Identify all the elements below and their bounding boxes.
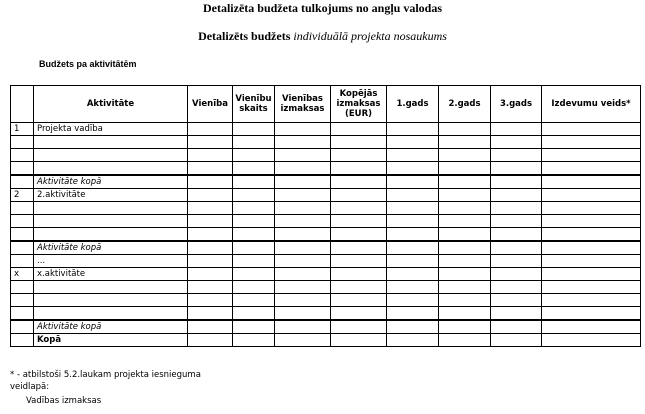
table-row — [11, 228, 641, 242]
value-cell — [439, 255, 491, 268]
value-cell — [188, 136, 233, 149]
subtitle-bold: Detalizēts budžets — [198, 29, 291, 43]
value-cell — [188, 149, 233, 162]
value-cell — [331, 189, 387, 202]
value-cell — [275, 294, 331, 307]
value-cell — [542, 149, 641, 162]
activity-cell — [34, 215, 188, 228]
value-cell — [233, 175, 275, 189]
value-cell — [491, 228, 542, 242]
activity-cell — [34, 228, 188, 242]
table-row — [11, 123, 641, 136]
row-number-cell: x — [11, 268, 34, 281]
value-cell — [387, 162, 439, 176]
value-cell — [331, 123, 387, 136]
value-cell — [275, 215, 331, 228]
value-cell — [491, 149, 542, 162]
row-number-cell — [11, 307, 34, 321]
value-cell — [331, 215, 387, 228]
value-cell — [233, 281, 275, 294]
value-cell — [233, 307, 275, 321]
value-cell — [387, 241, 439, 255]
value-cell — [439, 334, 491, 347]
table-row — [11, 320, 641, 334]
table-row — [11, 255, 641, 268]
table-row — [11, 136, 641, 149]
value-cell — [491, 281, 542, 294]
row-number-cell — [11, 228, 34, 242]
value-cell — [233, 255, 275, 268]
budget-table — [10, 85, 641, 347]
value-cell — [542, 281, 641, 294]
value-cell — [542, 334, 641, 347]
row-number-cell — [11, 241, 34, 255]
value-cell — [275, 320, 331, 334]
value-cell — [233, 268, 275, 281]
document-title: Detalizēta budžeta tulkojums no angļu valodas — [202, 1, 443, 15]
value-cell — [491, 241, 542, 255]
table-row — [11, 307, 641, 321]
value-cell — [233, 189, 275, 202]
value-cell — [491, 255, 542, 268]
value-cell — [491, 268, 542, 281]
value-cell — [491, 123, 542, 136]
table-row — [11, 268, 641, 281]
value-cell — [542, 268, 641, 281]
value-cell — [491, 175, 542, 189]
table-row — [11, 334, 641, 347]
value-cell — [233, 162, 275, 176]
value-cell — [275, 307, 331, 321]
activity-cell — [34, 281, 188, 294]
value-cell — [387, 228, 439, 242]
table-row — [11, 202, 641, 215]
value-cell — [188, 294, 233, 307]
value-cell — [439, 228, 491, 242]
value-cell — [387, 202, 439, 215]
footnote-line: Vadības izmaksas — [26, 396, 102, 406]
activity-cell: Aktivitāte kopā — [34, 241, 188, 255]
header-cell: 2.gads — [439, 86, 491, 123]
row-number-cell — [11, 149, 34, 162]
value-cell — [542, 123, 641, 136]
table-header-row — [11, 86, 641, 123]
activity-cell: Projekta vadība — [34, 123, 188, 136]
value-cell — [233, 136, 275, 149]
value-cell — [275, 228, 331, 242]
value-cell — [188, 228, 233, 242]
value-cell — [188, 320, 233, 334]
activity-cell: Aktivitāte kopā — [34, 175, 188, 189]
value-cell — [275, 334, 331, 347]
table-row — [11, 189, 641, 202]
row-number-cell — [11, 334, 34, 347]
value-cell — [275, 189, 331, 202]
value-cell — [387, 175, 439, 189]
row-number-cell — [11, 320, 34, 334]
value-cell — [188, 123, 233, 136]
value-cell — [188, 175, 233, 189]
value-cell — [331, 241, 387, 255]
value-cell — [275, 136, 331, 149]
value-cell — [387, 189, 439, 202]
value-cell — [387, 215, 439, 228]
value-cell — [439, 320, 491, 334]
value-cell — [233, 294, 275, 307]
row-number-cell — [11, 294, 34, 307]
value-cell — [491, 294, 542, 307]
value-cell — [331, 255, 387, 268]
activity-cell: Kopā — [34, 334, 188, 347]
header-cell: Vienību skaits — [233, 86, 275, 123]
table-row — [11, 175, 641, 189]
value-cell — [233, 202, 275, 215]
value-cell — [233, 228, 275, 242]
value-cell — [542, 320, 641, 334]
value-cell — [439, 162, 491, 176]
value-cell — [542, 255, 641, 268]
activity-cell — [34, 162, 188, 176]
header-cell: 1.gads — [387, 86, 439, 123]
value-cell — [233, 320, 275, 334]
row-number-cell: 1 — [11, 123, 34, 136]
activity-cell: x.aktivitāte — [34, 268, 188, 281]
value-cell — [439, 189, 491, 202]
value-cell — [387, 268, 439, 281]
value-cell — [491, 307, 542, 321]
activity-cell: Aktivitāte kopā — [34, 320, 188, 334]
section-title: Budžets pa aktivitātēm — [39, 59, 137, 69]
activity-cell: ... — [34, 255, 188, 268]
row-number-cell — [11, 162, 34, 176]
value-cell — [331, 162, 387, 176]
table-row — [11, 294, 641, 307]
value-cell — [188, 241, 233, 255]
value-cell — [331, 136, 387, 149]
value-cell — [491, 136, 542, 149]
activity-cell: 2.aktivitāte — [34, 189, 188, 202]
table-row — [11, 162, 641, 176]
header-cell — [11, 86, 34, 123]
value-cell — [439, 136, 491, 149]
header-cell: Vienība — [188, 86, 233, 123]
value-cell — [275, 268, 331, 281]
value-cell — [491, 189, 542, 202]
value-cell — [542, 202, 641, 215]
row-number-cell: 2 — [11, 189, 34, 202]
value-cell — [188, 281, 233, 294]
activity-cell — [34, 149, 188, 162]
value-cell — [542, 189, 641, 202]
value-cell — [331, 149, 387, 162]
value-cell — [387, 334, 439, 347]
value-cell — [439, 241, 491, 255]
value-cell — [188, 334, 233, 347]
table-row — [11, 149, 641, 162]
value-cell — [542, 241, 641, 255]
value-cell — [275, 202, 331, 215]
row-number-cell — [11, 255, 34, 268]
activity-cell — [34, 136, 188, 149]
value-cell — [542, 162, 641, 176]
value-cell — [331, 228, 387, 242]
value-cell — [188, 307, 233, 321]
document-subtitle — [0, 29, 645, 44]
value-cell — [542, 294, 641, 307]
value-cell — [387, 307, 439, 321]
row-number-cell — [11, 281, 34, 294]
header-cell: Kopējās izmaksas (EUR) — [331, 86, 387, 123]
value-cell — [233, 123, 275, 136]
value-cell — [331, 281, 387, 294]
value-cell — [188, 202, 233, 215]
value-cell — [439, 294, 491, 307]
value-cell — [387, 255, 439, 268]
footnote-line: veidlapā: — [10, 382, 50, 392]
value-cell — [439, 202, 491, 215]
value-cell — [331, 202, 387, 215]
row-number-cell — [11, 175, 34, 189]
value-cell — [233, 334, 275, 347]
value-cell — [439, 215, 491, 228]
value-cell — [387, 123, 439, 136]
value-cell — [387, 294, 439, 307]
value-cell — [275, 149, 331, 162]
value-cell — [387, 320, 439, 334]
value-cell — [491, 320, 542, 334]
value-cell — [542, 136, 641, 149]
value-cell — [491, 162, 542, 176]
value-cell — [439, 149, 491, 162]
value-cell — [491, 334, 542, 347]
value-cell — [331, 320, 387, 334]
value-cell — [233, 215, 275, 228]
value-cell — [275, 123, 331, 136]
value-cell — [491, 215, 542, 228]
subtitle-italic: individuālā projekta nosaukums — [293, 29, 447, 43]
header-cell: Vienības izmaksas — [275, 86, 331, 123]
value-cell — [188, 162, 233, 176]
footnote-line: * - atbilstoši 5.2.laukam projekta iesnieguma — [10, 370, 201, 380]
value-cell — [387, 149, 439, 162]
value-cell — [275, 241, 331, 255]
value-cell — [542, 228, 641, 242]
value-cell — [233, 241, 275, 255]
activity-cell — [34, 294, 188, 307]
value-cell — [188, 189, 233, 202]
value-cell — [188, 268, 233, 281]
value-cell — [439, 175, 491, 189]
value-cell — [387, 136, 439, 149]
header-cell: 3.gads — [491, 86, 542, 123]
row-number-cell — [11, 202, 34, 215]
value-cell — [275, 162, 331, 176]
header-cell: Aktivitāte — [34, 86, 188, 123]
value-cell — [331, 334, 387, 347]
value-cell — [331, 268, 387, 281]
header-cell: Izdevumu veids* — [542, 86, 641, 123]
value-cell — [188, 255, 233, 268]
value-cell — [542, 215, 641, 228]
value-cell — [331, 175, 387, 189]
value-cell — [542, 175, 641, 189]
value-cell — [439, 268, 491, 281]
value-cell — [491, 202, 542, 215]
row-number-cell — [11, 215, 34, 228]
table-row — [11, 215, 641, 228]
value-cell — [439, 281, 491, 294]
value-cell — [439, 307, 491, 321]
value-cell — [331, 294, 387, 307]
table-row — [11, 241, 641, 255]
row-number-cell — [11, 136, 34, 149]
value-cell — [331, 307, 387, 321]
value-cell — [233, 149, 275, 162]
value-cell — [542, 307, 641, 321]
activity-cell — [34, 202, 188, 215]
value-cell — [188, 215, 233, 228]
value-cell — [275, 175, 331, 189]
value-cell — [439, 123, 491, 136]
table-row — [11, 281, 641, 294]
value-cell — [275, 281, 331, 294]
activity-cell — [34, 307, 188, 321]
value-cell — [275, 255, 331, 268]
value-cell — [387, 281, 439, 294]
